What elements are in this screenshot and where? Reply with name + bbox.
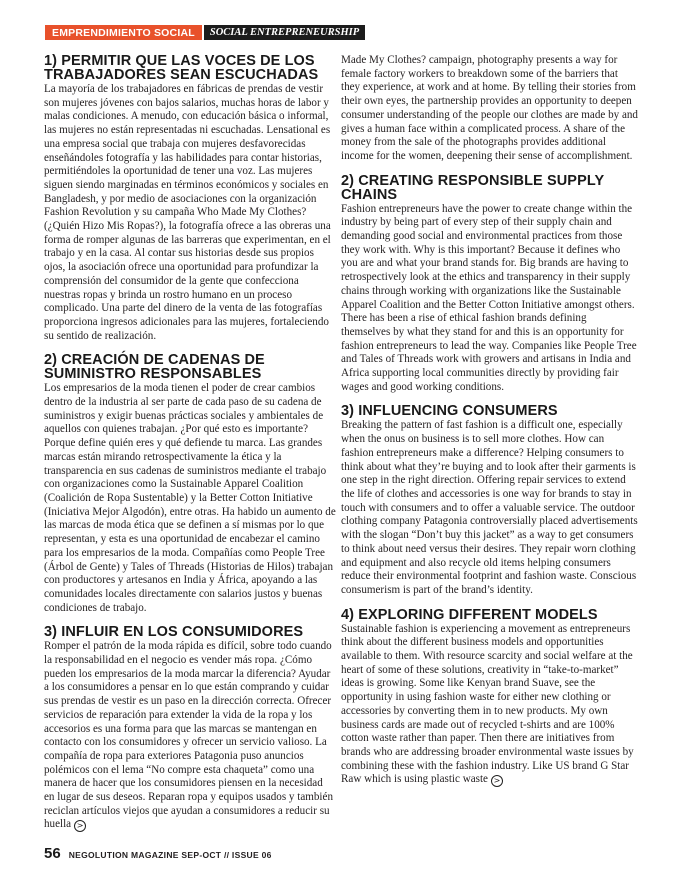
section-heading: 2) CREACIÓN DE CADENAS DE SUMINISTRO RESPONSABLES xyxy=(44,352,265,383)
page-number: 56 xyxy=(44,845,61,862)
publication-info: NEGOLUTION MAGAZINE SEP-OCT // ISSUE 06 xyxy=(68,850,272,860)
section-heading: 2) CREATING RESPONSIBLE SUPPLY CHAINS xyxy=(341,172,604,203)
section-tag-spanish: EMPRENDIMIENTO SOCIAL xyxy=(45,25,202,40)
article-section xyxy=(341,608,638,788)
section-body: La mayoría de los trabajadores en fábricas de prendas de vestir son mujeres jóvenes con bajos salarios, muchas horas de labor y malas condiciones. A menudo, con educación básica o informal, las mujeres no están representadas ni escuchadas. Lensational es una empresa social que trabaja con mujeres desfavorecidas enseñándoles fotografía y las habilidades para contar historias, permitiéndoles la oportunidad de tener una voz. Las mujeres siguen siendo marginadas en términos económicos y sociales en Bangladesh, y por medio de asociaciones con la organización Fashion Revolution y su campaña Who Made My Clothes? (¿Quién Hizo Mis Ropas?), la fotografía ofrece a las obreras una forma de romper algunas de las barreras que experimentan, en el trabajo y en la casa. Al contar sus historias desde sus propios ojos, la asociación ofrece una oportunidad para profundizar la comprensión del consumidor de la gente que confecciona nuestras ropas y brinda un rostro humano en un proceso complicado. Una parte del dinero de la venta de las fotografías proporciona ingresos adicionales para las mujeres, fortaleciendo su sentido de realización. xyxy=(44,83,331,342)
section-heading: 4) EXPLORING DIFFERENT MODELS xyxy=(341,606,598,623)
section-tag-english: SOCIAL ENTREPRENEURSHIP xyxy=(204,25,365,40)
continue-arrow-icon: > xyxy=(74,820,86,832)
section-heading: 3) INFLUIR EN LOS CONSUMIDORES xyxy=(44,624,304,641)
section-heading: 1) PERMITIR QUE LAS VOCES DE LOS TRABAJADORES SEAN ESCUCHADAS xyxy=(44,53,319,83)
article-section xyxy=(341,404,638,597)
column-spanish xyxy=(44,54,336,842)
section-heading: 3) INFLUENCING CONSUMERS xyxy=(341,403,558,420)
article-section xyxy=(44,54,336,343)
section-body: Breaking the pattern of fast fashion is a difficult one, especially when the onus on business is to sell more clothes. How can fashion entrepreneurs make a difference? Helping consumers to think about what they’re buying and to look after their garments is one step in the right direction. Offering repair services to extend the life of clothes and accessories is one way for brands to stay in touch with consumers and to offer a valuable service. The outdoor clothing company Patagonia controversially placed advertisements with the slogan “Don’t buy this jacket” as a way to get consumers to think about need versus their desires. They repair worn clothing and equipment and also recycle old items helping consumers reduce their environmental footprint and fashion waste. Conscious consumerism is part of the brand’s identity. xyxy=(341,419,638,596)
continue-arrow-icon: > xyxy=(491,775,503,787)
article-section xyxy=(44,625,336,832)
article-section xyxy=(341,174,638,395)
article-section xyxy=(44,353,336,615)
column-english xyxy=(341,54,638,797)
section-body: Romper el patrón de la moda rápida es difícil, sobre todo cuando la responsabilidad en el negocio es vender más ropa. ¿Cómo pueden los empresarios de la moda marcar la diferencia? Ayudar a los consumidores a pensar en lo que están comprando y cuidar sus prendas de vestir es un paso en la dirección correcta. Ofrecer servicios de reparación para extender la vida de la ropa y los accesorios es una forma para que las marcas se mantengan en contacto con los consumidores y ofrecer un servicio valioso. La compañía de ropa para exteriores Patagonia puso anuncios polémicos con el lema “No compre esta chaqueta” como una manera de hacer que los consumidores piensen en la necesidad en lugar de sus deseos. Reparan ropa y equipos usados y también reciclan artículos viejos que ayudan a consumidores a reducir su huella > xyxy=(44,640,333,831)
page-footer xyxy=(44,845,272,862)
section-body: Made My Clothes? campaign, photography presents a way for female factory workers to breakdown some of the barriers that they experience, at work and at home. By telling their stories from their own eyes, the partnership provides an opportunity to deepen consumer understanding of the people our clothes are made by and gives a human face within a complicated process. A share of the money from the sale of the photographs provides additional income for the women, deepening their sense of accomplishment. xyxy=(341,54,638,162)
section-body: Los empresarios de la moda tienen el poder de crear cambios dentro de la industria al ser parte de cada paso de su cadena de suministros y exigir buenas prácticas sociales y ambientales de aquellos con quienes trabajan. ¿Por qué esto es importante? Porque define quién eres y qué defiende tu marca. Las grandes marcas están mirando retrospectivamente la ética y la transparencia en sus cadenas de suministros mediante el trabajo con organizaciones como la Sustainable Apparel Coalition (Coalición de Ropa Sustentable) y la Better Cotton Initiative (Iniciativa Mejor Algodón), entre otras. Ha habido un aumento de las marcas de moda ética que se definen a sí mismas por lo que representan, y esta es una oportunidad de encabezar el camino para los empresarios de la moda. Compañías como People Tree (Árbol de Gente) y Tales of Threads (Historias de Hilos) trabajan con productores y artesanos en India y África, apoyando a las comunidades locales directamente con salarios justos y buenas condiciones de trabajo. xyxy=(44,382,336,614)
article-section xyxy=(341,54,638,164)
section-header xyxy=(45,25,365,40)
section-body: Sustainable fashion is experiencing a movement as entrepreneurs think about the different business models and opportunities available to them. With resource scarcity and social welfare at the heart of some of these solutions, creativity in “take-to-market” ideas is growing. Some like Kenyan brand Suave, see the opportunity in using fashion waste for either new clothing or accessories by converting them in to new products. My own business cards are made out of recycled t-shirts and are 100% cotton waste rather than paper. Then there are initiatives from brands who are addressing broader environmental waste issues by combining these with the fashion industry. Like US brand G Star Raw which is using plastic waste > xyxy=(341,622,634,786)
section-body: Fashion entrepreneurs have the power to create change within the industry by being part of every step of their supply chain and demanding good social and environmental practices from those they work with. Why is this important? Because it defines who you are and what your brand stands for. Big brands are having to retrospectively look at the ethics and transparency in their supply chains through working with organizations like the Sustainable Apparel Coalition and the Better Cotton Initiative amongst others. There has been a rise of ethical fashion brands defining themselves by what they stand for and this is an opportunity for fashion entrepreneurs to lead the way. Companies like People Tree and Tales of Threads work with growers and artisans in India and Africa supporting local communities directly by providing fair wages and good working conditions. xyxy=(341,202,637,393)
